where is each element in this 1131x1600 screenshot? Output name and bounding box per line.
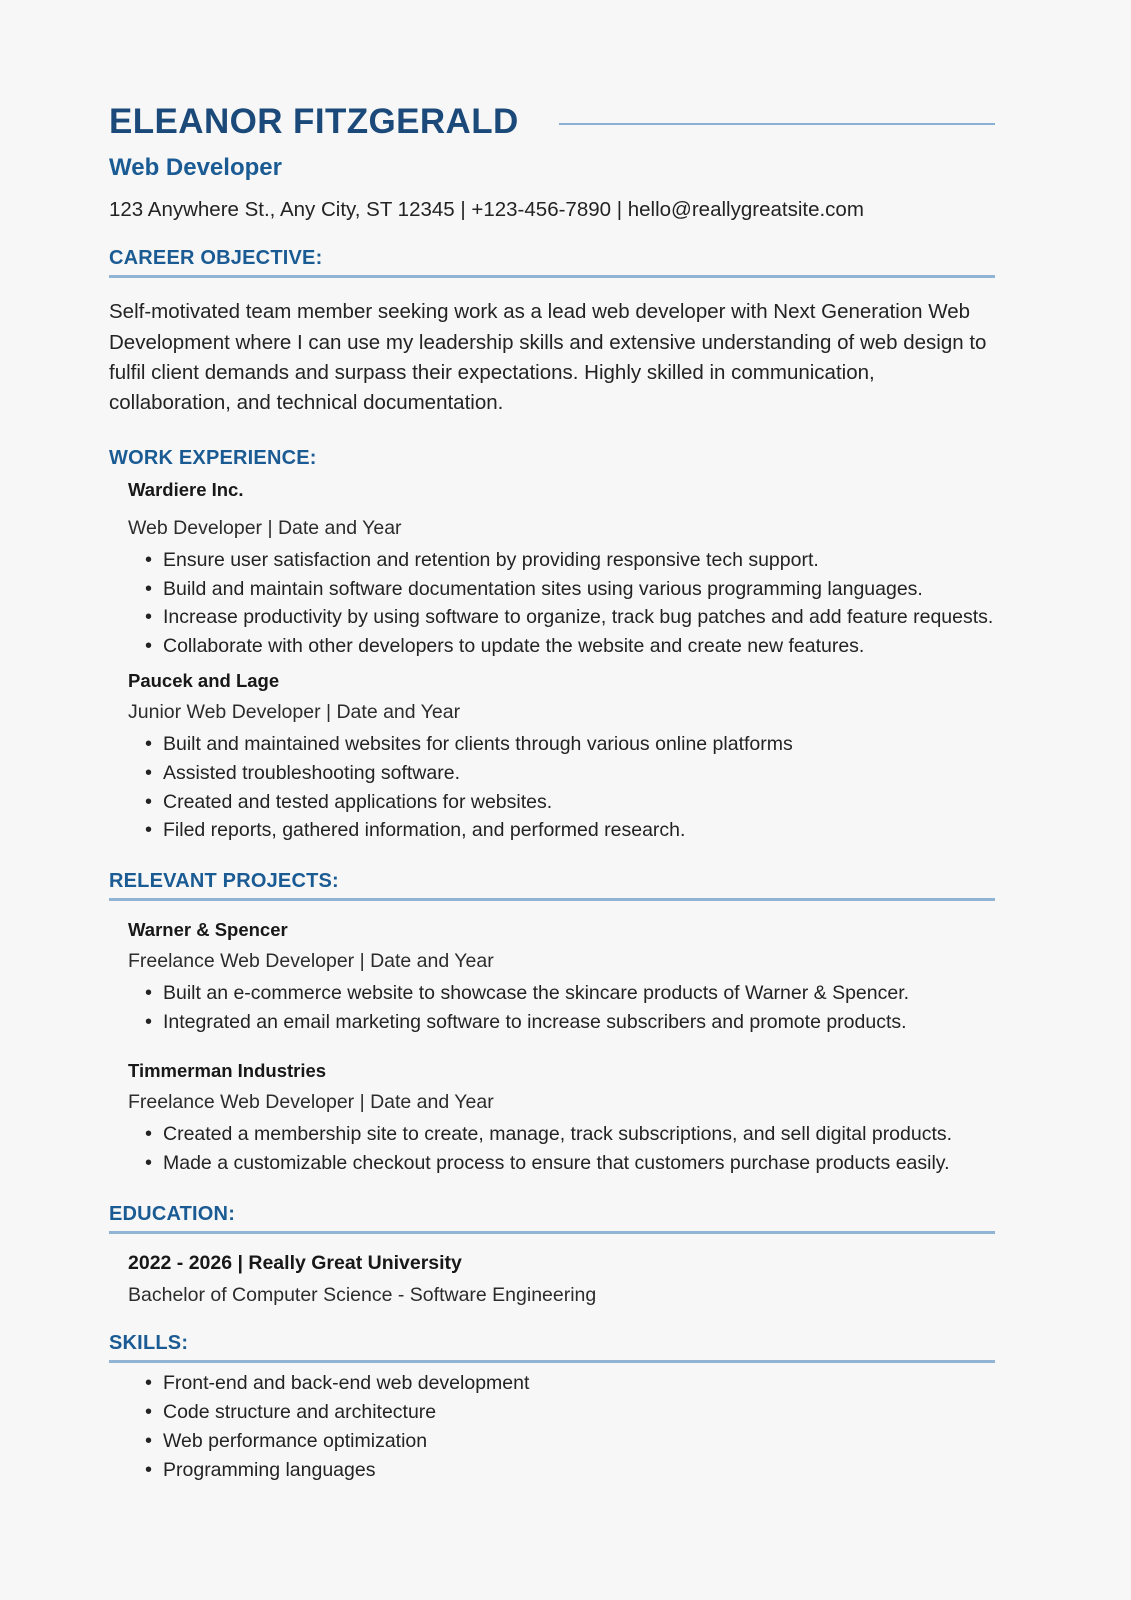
work-entry xyxy=(109,478,995,660)
project-entry-role: Freelance Web Developer | Date and Year xyxy=(128,950,494,973)
list-item: • Built and maintained websites for clients through various online platforms xyxy=(109,731,995,759)
list-item: • Filed reports, gathered information, and performed research. xyxy=(109,817,995,845)
work-entry-role: Web Developer | Date and Year xyxy=(128,516,402,539)
project-entry-bullet-list xyxy=(109,980,995,1036)
work-entry xyxy=(109,669,995,845)
section-rule-education xyxy=(109,1231,995,1234)
education-entry xyxy=(109,1251,995,1308)
contact-line: 123 Anywhere St., Any City, ST 12345 | +123-456-7890 | hello@reallygreatsite.com xyxy=(109,197,864,221)
list-item: • Front-end and back-end web development xyxy=(109,1370,995,1398)
education-entry-sub: Bachelor of Computer Science - Software Engineering xyxy=(128,1284,597,1307)
education-entry-main: 2022 - 2026 | Really Great University xyxy=(128,1251,462,1274)
list-item: • Made a customizable checkout process to ensure that customers purchase products easily. xyxy=(109,1150,995,1178)
candidate-job-title: Web Developer xyxy=(109,153,282,181)
header-divider-rule xyxy=(559,123,995,125)
section-heading-education: EDUCATION: xyxy=(109,1202,236,1225)
career-objective-text: Self-motivated team member seeking work as a lead web developer with Next Generation Web Development where I can use my leadership skills and extensive understanding of web design to fulfil client demands and surpass their expectations. Highly skilled in communication, collaboration, and technical documentation. xyxy=(109,300,987,415)
project-entry xyxy=(109,1059,995,1178)
candidate-name: ELEANOR FITZGERALD xyxy=(109,102,519,141)
list-item: • Ensure user satisfaction and retention by providing responsive tech support. xyxy=(109,547,995,575)
list-item: • Integrated an email marketing software to increase subscribers and promote products. xyxy=(109,1009,995,1037)
section-rule-skills xyxy=(109,1360,995,1363)
section-rule-relevant-projects xyxy=(109,898,995,901)
list-item: • Build and maintain software documentation sites using various programming languages. xyxy=(109,576,995,604)
section-heading-skills: SKILLS: xyxy=(109,1332,189,1355)
work-entry-organization: Wardiere Inc. xyxy=(128,479,244,501)
list-item: • Increase productivity by using software to organize, track bug patches and add feature requests. xyxy=(109,604,995,632)
project-entry-bullet-list xyxy=(109,1121,995,1177)
list-item: • Programming languages xyxy=(109,1457,995,1485)
skills-list xyxy=(109,1370,995,1484)
work-entry-organization: Paucek and Lage xyxy=(128,669,280,691)
work-entry-bullet-list xyxy=(109,731,995,845)
section-heading-work-experience: WORK EXPERIENCE: xyxy=(109,447,317,470)
work-entry-role: Junior Web Developer | Date and Year xyxy=(128,700,461,723)
list-item: • Built an e-commerce website to showcase the skincare products of Warner & Spencer. xyxy=(109,980,995,1008)
section-heading-career-objective: CAREER OBJECTIVE: xyxy=(109,247,323,270)
list-item: • Created a membership site to create, manage, track subscriptions, and sell digital products. xyxy=(109,1121,995,1149)
list-item: • Collaborate with other developers to update the website and create new features. xyxy=(109,633,995,661)
work-entry-bullet-list xyxy=(109,547,995,661)
section-rule-career-objective xyxy=(109,275,995,278)
project-entry-role: Freelance Web Developer | Date and Year xyxy=(128,1090,494,1113)
section-heading-relevant-projects: RELEVANT PROJECTS: xyxy=(109,869,339,892)
list-item: • Created and tested applications for websites. xyxy=(109,789,995,817)
list-item: • Assisted troubleshooting software. xyxy=(109,760,995,788)
project-entry xyxy=(109,918,995,1037)
resume-header xyxy=(109,0,995,141)
project-entry-organization: Warner & Spencer xyxy=(128,918,288,940)
list-item: • Web performance optimization xyxy=(109,1428,995,1456)
list-item: • Code structure and architecture xyxy=(109,1399,995,1427)
project-entry-organization: Timmerman Industries xyxy=(128,1059,327,1081)
